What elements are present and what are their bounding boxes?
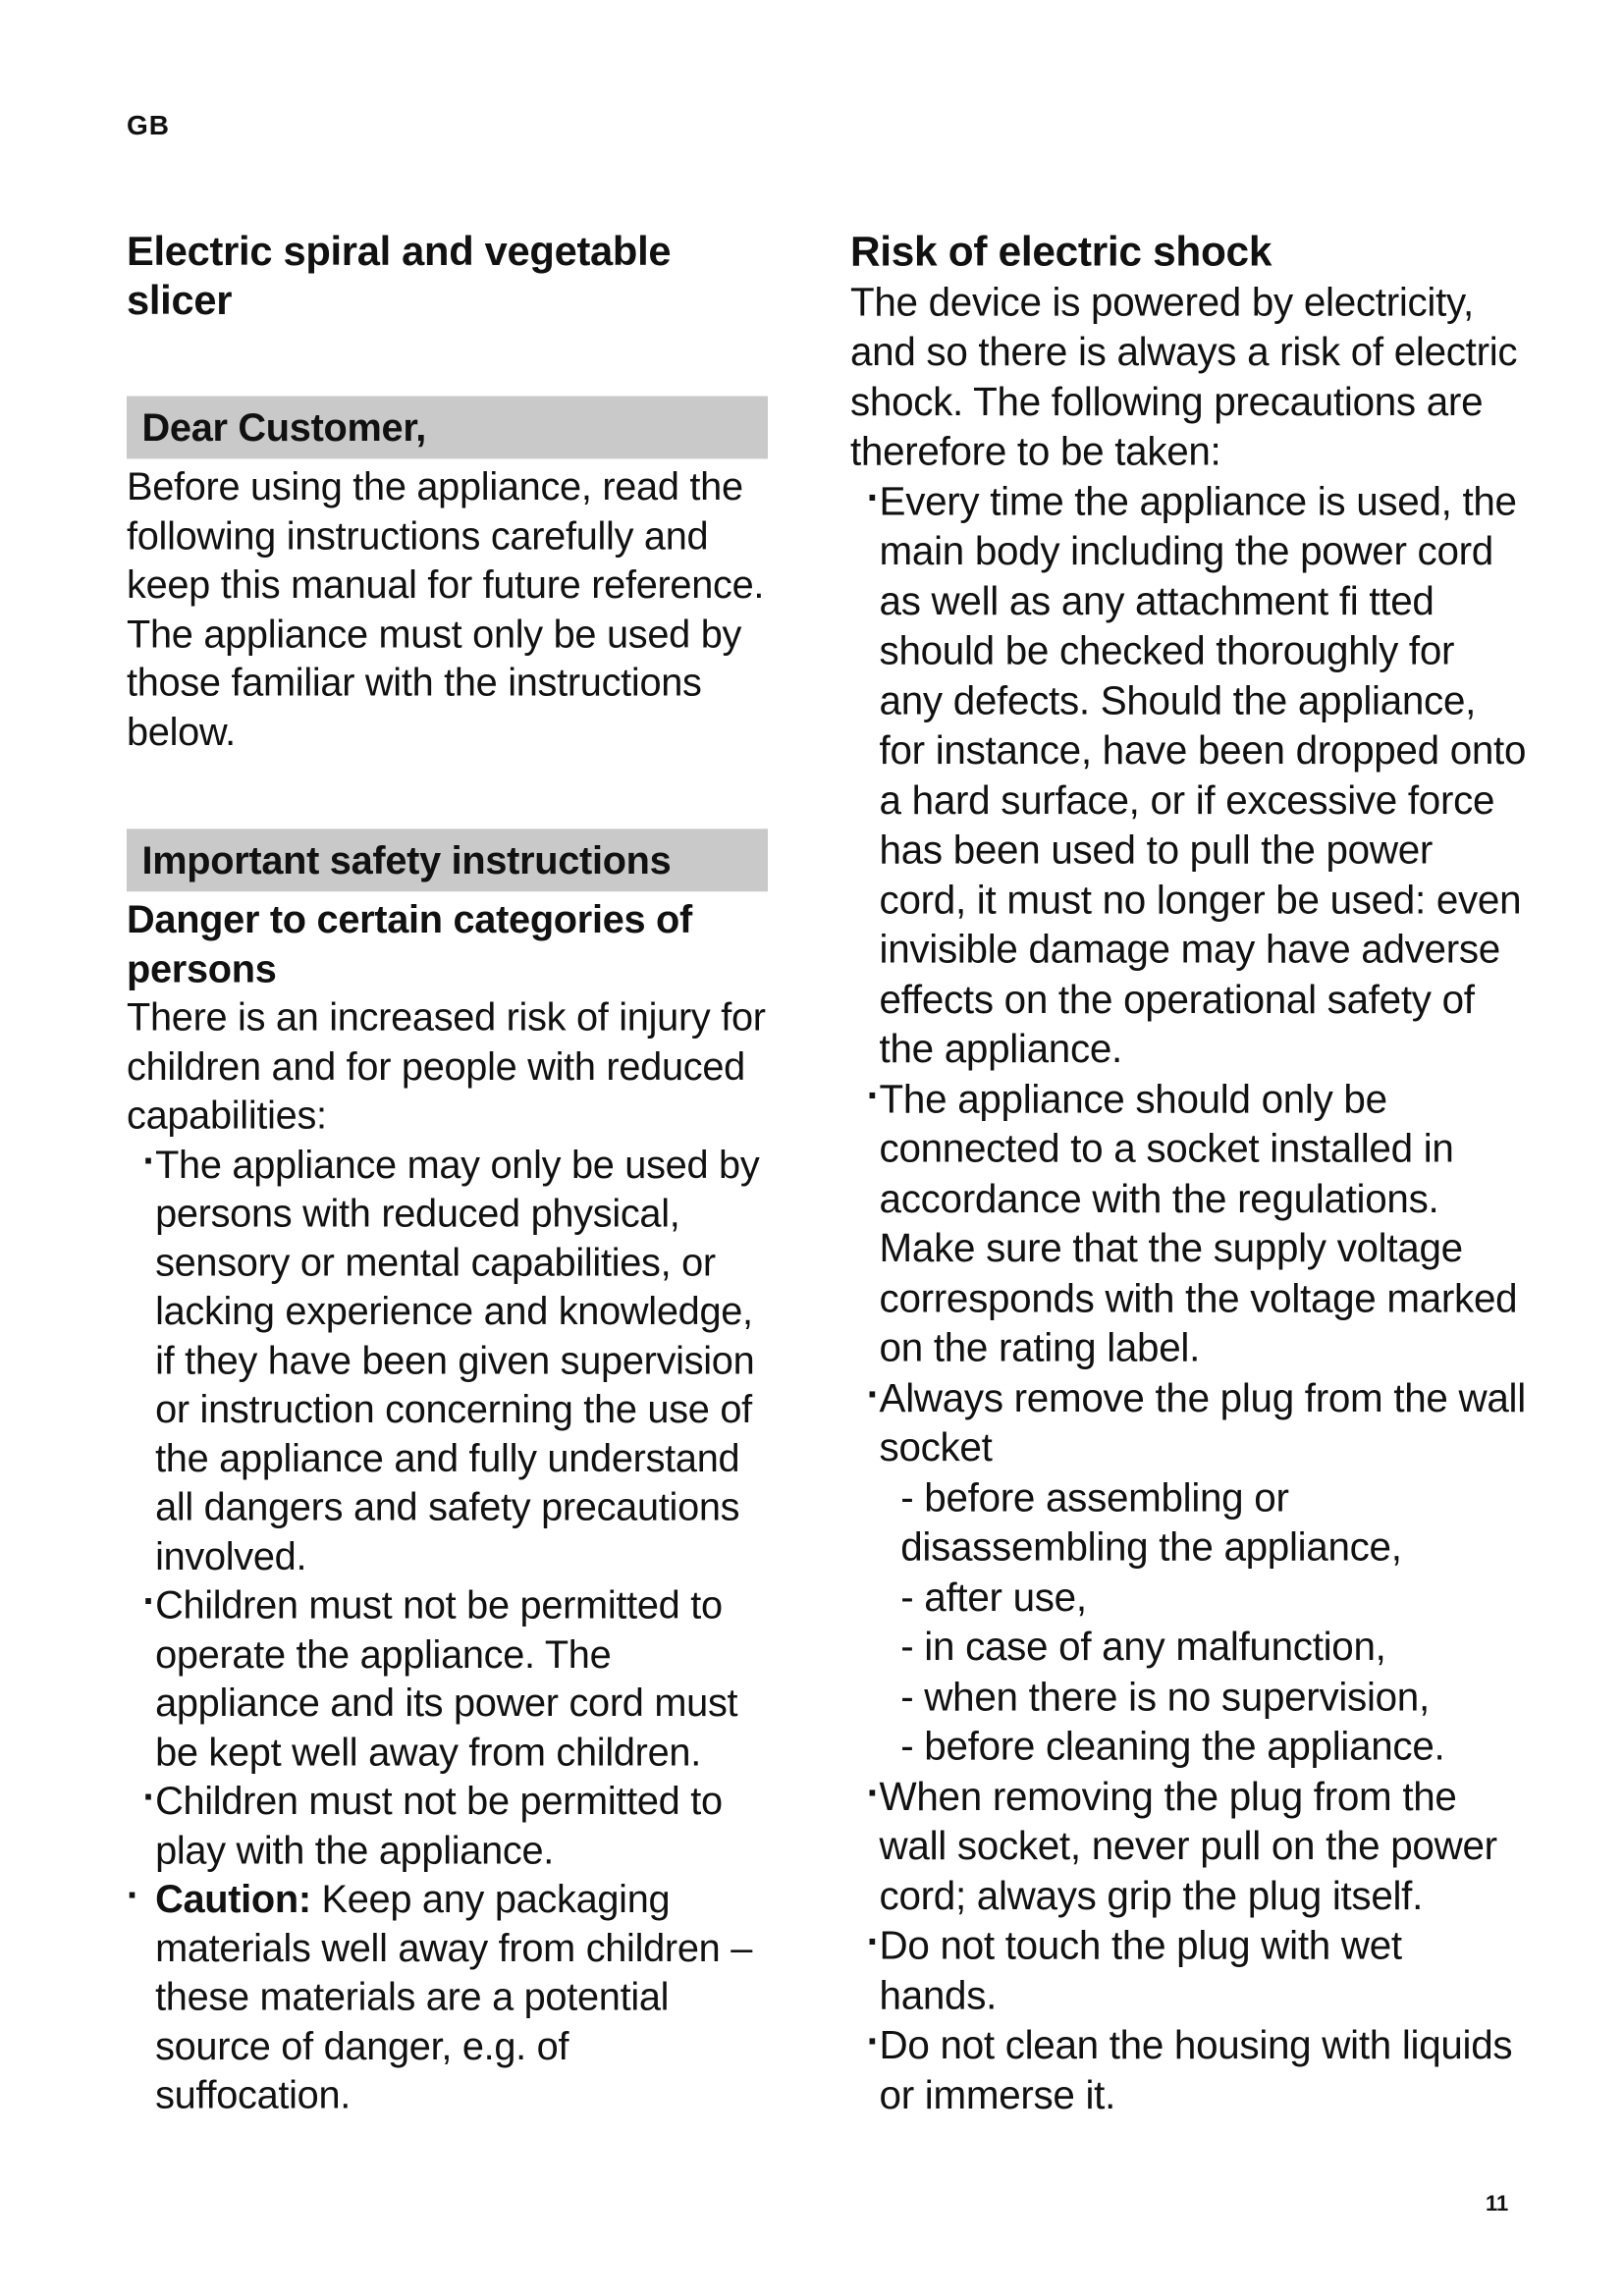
dear-customer-text: Before using the appliance, read the following instructions carefully and keep this manual for future reference. The appliance must only be used by those familiar with the instructions below. [127,464,765,754]
list-item [127,1138,774,1581]
caution-item [127,1875,774,2119]
list-item: - before cleaning the appliance. [900,1724,1445,1769]
list-item-text: Do not touch the plug with wet hands. [879,1923,1402,2018]
bullet-icon: · [866,1919,880,1964]
dear-customer-heading: Dear Customer, [127,396,768,458]
list-item-text: The appliance should only be connected to a socket installed in accordance with the regulations. Make sure that the supply voltage corresponds with the voltage marked on the rating label. [879,1076,1518,1370]
left-column [127,228,774,2120]
list-item: - in case of any malfunction, [900,1624,1386,1669]
bullet-icon: · [866,1370,880,1416]
page-number: 11 [1486,2191,1509,2216]
list-item [850,1370,1528,1472]
bullet-icon: · [866,1769,880,1815]
list-item [127,1777,774,1875]
list-item [850,2018,1528,2120]
country-code: GB [127,110,170,140]
bullet-icon: · [866,1072,880,1117]
bullet-icon: · [142,1138,156,1183]
list-item-text: The appliance may only be used by persons with reduced physical, sensory or mental capabilities, or lacking experience and knowledge, if they have been given supervision or instruction concerning the use of the appliance and fully understand all dangers and safety precautions involved. [155,1142,760,1578]
list-item: - after use, [900,1574,1087,1620]
document-title: Electric spiral and vegetable slicer [127,228,672,324]
safety-heading: Important safety instructions [127,828,768,891]
danger-intro: There is an increased risk of injury for children and for people with reduced capabilities: [127,994,766,1138]
list-item [850,1769,1528,1921]
electric-shock-intro: The device is powered by electricity, and so there is always a risk of electric shock. The following precautions are therefore to be taken: [850,279,1518,474]
list-item-text: Every time the appliance is used, the main body including the power cord as well as any attachment fi tted should be checked thoroughly for any defects. Should the appliance, for instance, have been dropped onto a hard surface, or if excessive force has been used to pull the power cord, it must no longer be used: even invisible damage may have adverse effects on the operational safety of the appliance. [879,478,1527,1072]
bullet-icon: · [142,1578,156,1624]
bullet-icon: · [866,474,880,520]
electric-shock-heading: Risk of electric shock [850,228,1272,276]
list-item-text: Children must not be permitted to operate the appliance. The appliance and its power cord must be kept well away from children. [155,1582,738,1774]
list-item-text: Always remove the plug from the wall socket [879,1374,1526,1469]
list-item: - before assembling or disassembling the appliance, [900,1474,1402,1570]
list-item [127,1578,774,1778]
caution-text: Keep any packaging materials well away from children – these materials are a potential source of danger, e.g. of suffocation. [155,1876,753,2117]
list-item-text: When removing the plug from the wall socket, never pull on the power cord; always grip the plug itself. [879,1773,1497,1918]
bullet-icon: · [127,1873,139,1917]
list-item [850,474,1528,1075]
bullet-icon: · [142,1775,156,1819]
unplug-cases-list [850,1472,1528,1771]
danger-subheading: Danger to certain categories of persons [127,897,692,990]
bullet-icon: · [866,2018,880,2063]
caution-label: Caution: [155,1876,311,1921]
list-item-text: Children must not be permitted to play with the appliance. [155,1779,723,1872]
right-column [850,228,1528,2120]
list-item-text: Do not clean the housing with liquids or immerse it. [879,2022,1513,2117]
list-item: - when there is no supervision, [900,1674,1430,1719]
list-item [850,1072,1528,1373]
list-item [850,1921,1528,2020]
